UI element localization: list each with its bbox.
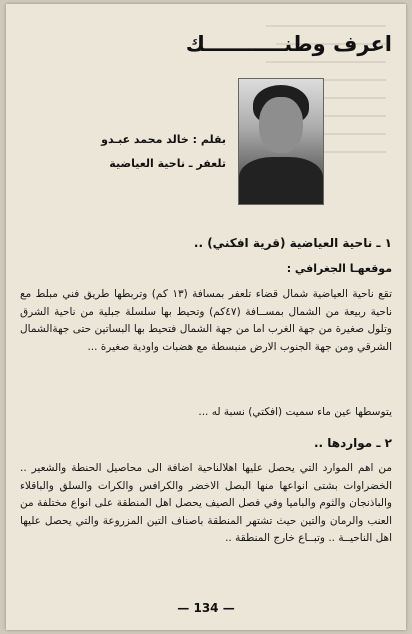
photo-body bbox=[239, 157, 323, 205]
section1-heading: ١ ـ ناحية العياضية (قرية افكني) .. bbox=[193, 236, 392, 250]
page bbox=[6, 4, 406, 630]
author-location: تلعفر ـ ناحية العياضية bbox=[109, 157, 226, 170]
section1-subheading: موقعهـا الجغرافي : bbox=[286, 262, 392, 275]
author-name: بقلم : خالد محمد عبـدو bbox=[101, 133, 226, 146]
article-title: اعرف وطنـــــــــــك bbox=[185, 32, 392, 56]
byline bbox=[26, 128, 226, 176]
section1-note: يتوسطها عين ماء سميت (افكتي) نسبة له ... bbox=[198, 406, 392, 418]
section2-paragraph: من اهم الموارد التي يحصل عليها اهلالناحية اضافة الى محاصيل الحنطة والشعير .. الخضراوات بشتى انواعها منها البصل الاخضر والكرافس والكرات والسلق والباقلاء والباذنجان والثوم والباميا وفي فصل الصيف يحصل اهل المنطقة على انواع مختلفة من العنب والرمان والتين حيث تشتهر المنطقة باصناف التين المزروعة والتي يحصل عليها اهل الناحيــة .. وتبــاع خارج المنطقة .. bbox=[20, 462, 392, 544]
page-number: — 134 — bbox=[177, 601, 235, 615]
photo-face bbox=[259, 97, 303, 153]
section1-paragraph: تقع ناحية العياضية شمال قضاء تلعفر بمسافة (١٣ كم) وتربطها طريق فني مبلط مع ناحية ربيعة من الشمال بمســافة (٤٧كم) وتحيط بها سلسلة جبلية من ناحية الشرق وتلول صغيرة من جهة الغرب اما من جهة الشمال فتحيط بها البساتين حتى جهةالشمال الشرقي ومن جهة الجنوب الارض منبسطة مع هضبات واودية صغيرة ... bbox=[20, 288, 392, 353]
section2-heading: ٢ ـ مواردها .. bbox=[313, 436, 392, 450]
author-photo bbox=[238, 78, 324, 205]
